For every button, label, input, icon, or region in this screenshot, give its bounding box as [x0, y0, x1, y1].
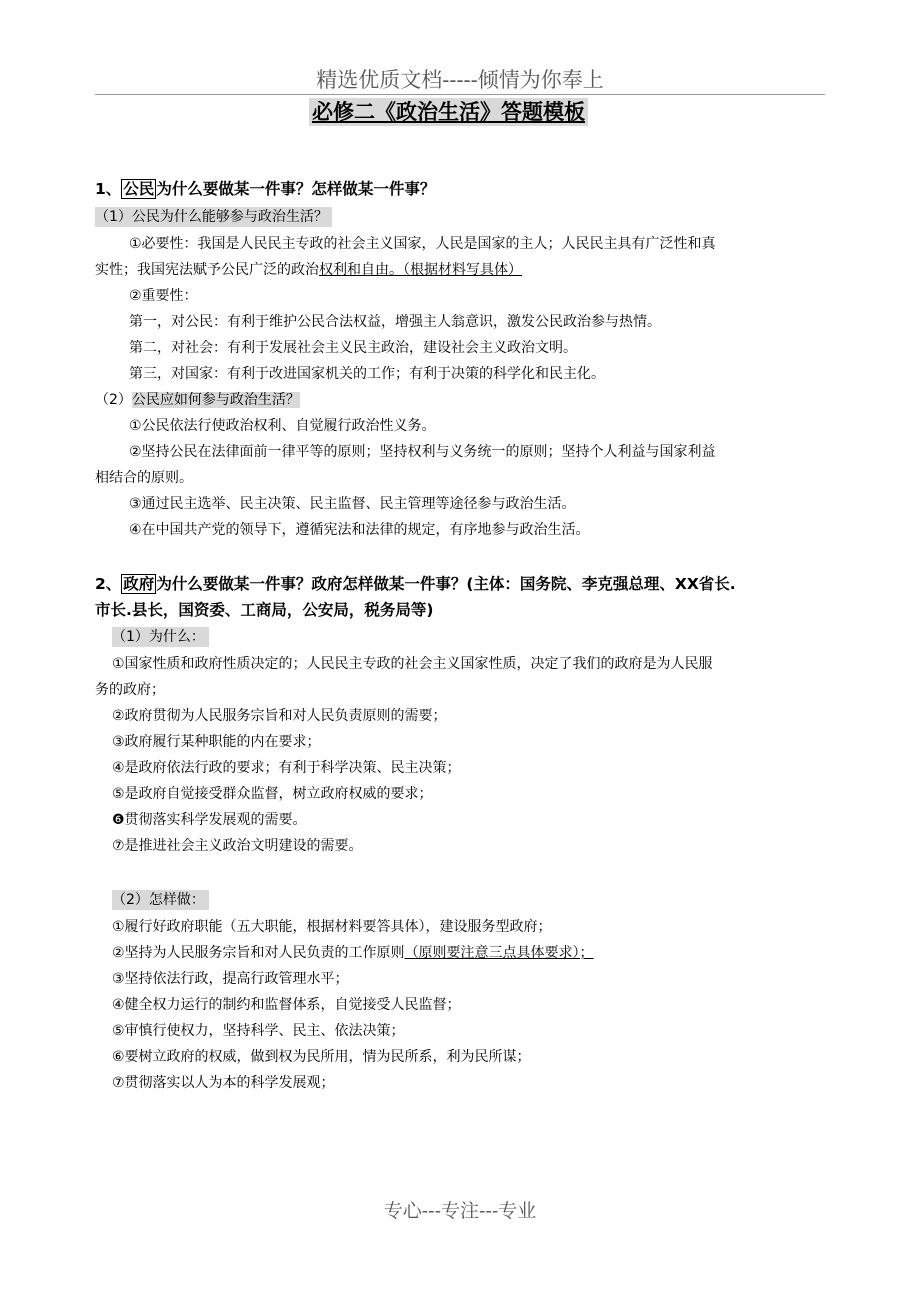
s2-why-1-line2: 务的政府； [95, 682, 165, 698]
s1-participate-4: ④在中国共产党的领导下，遵循宪法和法律的规定，有序地参与政治生活。 [129, 522, 590, 538]
section-1-number: 1、 [95, 180, 122, 198]
s2-why-1-line1: ①国家性质和政府性质决定的；人民民主专政的社会主义国家性质，决定了我们的政府是为人民服 [112, 656, 713, 672]
section-1-sub-1-label: （1）公民为什么能够参与政治生活？ [95, 207, 332, 227]
page-header: 精选优质文档-----倾情为你奉上 [316, 68, 604, 92]
header-divider [95, 94, 825, 95]
section-1-heading [95, 178, 435, 200]
section-2-heading-line2: 市长.县长，国资委、工商局，公安局，税务局等) [95, 601, 434, 619]
s2-why-6: ❻贯彻落实科学发展观的需要。 [112, 812, 307, 828]
s1-participate-2-line2: 相结合的原则。 [95, 470, 193, 486]
s2-why-5: ⑤是政府自觉接受群众监督，树立政府权威的要求； [112, 786, 433, 802]
page-footer: 专心---专注---专业 [383, 1200, 537, 1222]
s1-importance-third: 第三，对国家：有利于改进国家机关的工作；有利于决策的科学化和民主化。 [129, 366, 605, 382]
section-1-subject-boxed: 公民 [123, 180, 155, 198]
s2-how-5: ⑤审慎行使权力，坚持科学、民主、依法决策； [112, 1023, 405, 1039]
s1-importance-second: 第二，对社会：有利于发展社会主义民主政治，建设社会主义政治文明。 [129, 340, 577, 356]
section-2-heading [95, 573, 736, 595]
s1-participate-2-line1: ②坚持公民在法律面前一律平等的原则；坚持权利与义务统一的原则；坚持个人利益与国家利益 [129, 444, 716, 460]
s1-participate-1: ①公民依法行使政治权利、自觉履行政治性义务。 [129, 418, 436, 434]
s1-necessity-line2 [95, 259, 522, 281]
s2-why-7: ⑦是推进社会主义政治文明建设的需要。 [112, 838, 363, 854]
s2-how-2-text: ②坚持为人民服务宗旨和对人民负责的工作原则 [112, 945, 405, 961]
section-2-subject-boxed: 政府 [123, 575, 155, 593]
document-title: 必修二《政治生活》答题模板 [309, 98, 588, 126]
section-1-question: 为什么要做某一件事？怎样做某一件事？ [156, 180, 436, 198]
section-2-question: 为什么要做某一件事？政府怎样做某一件事？(主体：国务院、李克强总理、XX省长. [156, 575, 736, 593]
s2-how-3: ③坚持依法行政，提高行政管理水平； [112, 971, 349, 987]
section-1-sub-2-label [95, 390, 304, 410]
s1-necessity-line1: ①必要性：我国是人民民主专政的社会主义国家，人民是国家的主人；人民民主具有广泛性和真 [129, 236, 716, 252]
sub-2-prefix: （2） [95, 392, 132, 408]
s1-necessity-text: 实性；我国宪法赋予公民广泛的政治 [95, 262, 319, 278]
s2-how-6: ⑥要树立政府的权威，做到权为民所用，情为民所系，利为民所谋； [112, 1049, 531, 1065]
s2-how-2-underlined: （原则要注意三点具体要求）； [404, 945, 594, 961]
section-2-sub-1-label: （1）为什么： [112, 627, 209, 647]
sub-2-text: 公民应如何参与政治生活？ [131, 392, 300, 408]
section-2-sub-2-label: （2）怎样做： [112, 890, 209, 910]
s1-importance-first: 第一，对公民：有利于维护公民合法权益，增强主人翁意识，激发公民政治参与热情。 [129, 314, 661, 330]
section-2-number: 2、 [95, 575, 122, 593]
s2-how-2 [112, 942, 594, 964]
s2-how-7: ⑦贯彻落实以人为本的科学发展观； [112, 1075, 335, 1091]
s1-necessity-underlined: 权利和自由。（根据材料写具体） [319, 262, 522, 278]
s2-why-4: ④是政府依法行政的要求；有利于科学决策、民主决策； [112, 760, 461, 776]
s2-how-1: ①履行好政府职能（五大职能，根据材料要答具体），建设服务型政府； [112, 919, 552, 935]
s1-participate-3: ③通过民主选举、民主决策、民主监督、民主管理等途径参与政治生活。 [129, 496, 576, 512]
s2-why-3: ③政府履行某种职能的内在要求； [112, 734, 321, 750]
s2-why-2: ②政府贯彻为人民服务宗旨和对人民负责原则的需要； [112, 708, 447, 724]
s1-importance: ②重要性： [129, 288, 198, 304]
s2-how-4: ④健全权力运行的制约和监督体系，自觉接受人民监督； [112, 997, 461, 1013]
